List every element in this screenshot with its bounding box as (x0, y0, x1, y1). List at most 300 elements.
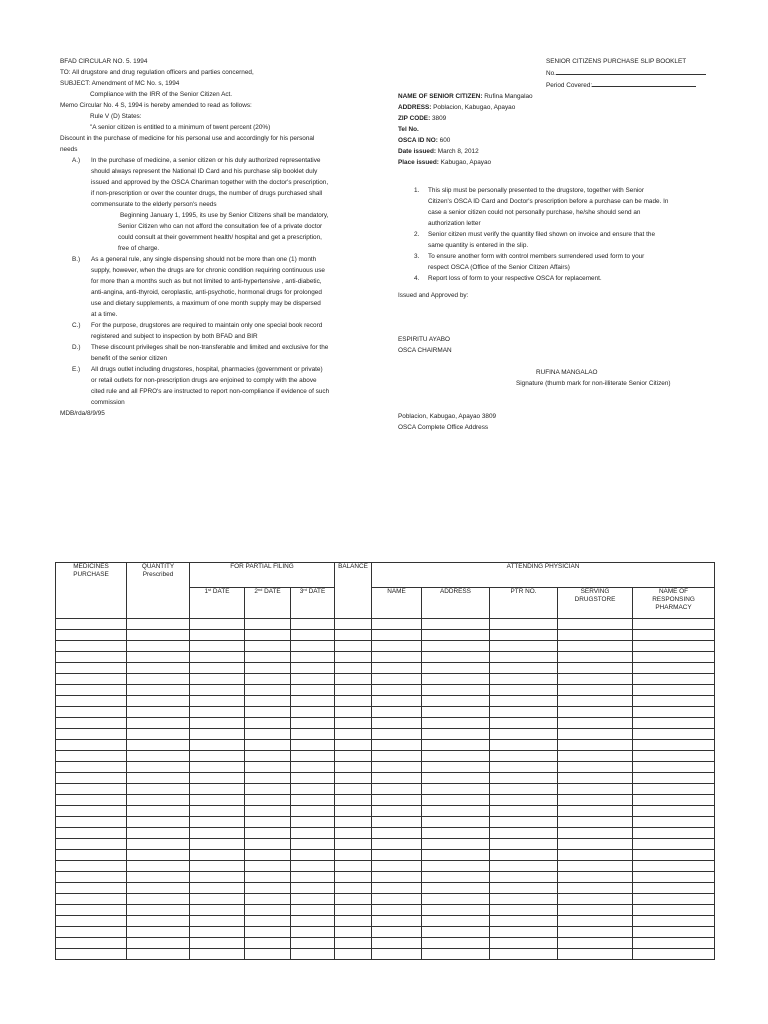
table-cell[interactable] (291, 817, 335, 828)
table-cell[interactable] (422, 883, 490, 894)
table-cell[interactable] (372, 883, 422, 894)
table-cell[interactable] (56, 927, 127, 938)
table-cell[interactable] (335, 949, 372, 960)
table-cell[interactable] (490, 949, 558, 960)
table-cell[interactable] (490, 674, 558, 685)
table-cell[interactable] (291, 949, 335, 960)
table-cell[interactable] (633, 828, 715, 839)
table-cell[interactable] (190, 828, 245, 839)
table-cell[interactable] (291, 784, 335, 795)
table-cell[interactable] (56, 619, 127, 630)
table-cell[interactable] (372, 784, 422, 795)
table-cell[interactable] (558, 938, 633, 949)
table-cell[interactable] (56, 729, 127, 740)
table-cell[interactable] (190, 927, 245, 938)
table-cell[interactable] (558, 707, 633, 718)
table-cell[interactable] (558, 784, 633, 795)
table-cell[interactable] (335, 641, 372, 652)
table-cell[interactable] (633, 740, 715, 751)
table-cell[interactable] (127, 619, 190, 630)
table-cell[interactable] (245, 641, 291, 652)
table-cell[interactable] (490, 740, 558, 751)
table-cell[interactable] (56, 938, 127, 949)
table-cell[interactable] (372, 707, 422, 718)
table-cell[interactable] (372, 839, 422, 850)
table-cell[interactable] (190, 872, 245, 883)
table-cell[interactable] (190, 718, 245, 729)
table-cell[interactable] (335, 652, 372, 663)
table-cell[interactable] (558, 652, 633, 663)
table-cell[interactable] (335, 718, 372, 729)
table-cell[interactable] (56, 861, 127, 872)
table-cell[interactable] (291, 828, 335, 839)
table-cell[interactable] (335, 740, 372, 751)
table-cell[interactable] (372, 850, 422, 861)
table-cell[interactable] (633, 630, 715, 641)
table-cell[interactable] (372, 916, 422, 927)
table-cell[interactable] (291, 795, 335, 806)
table-cell[interactable] (190, 784, 245, 795)
table-cell[interactable] (558, 927, 633, 938)
table-cell[interactable] (558, 883, 633, 894)
table-cell[interactable] (335, 894, 372, 905)
table-cell[interactable] (422, 861, 490, 872)
table-cell[interactable] (245, 828, 291, 839)
table-cell[interactable] (291, 861, 335, 872)
table-cell[interactable] (422, 619, 490, 630)
table-cell[interactable] (558, 850, 633, 861)
table-cell[interactable] (490, 751, 558, 762)
table-cell[interactable] (190, 685, 245, 696)
table-cell[interactable] (56, 795, 127, 806)
table-cell[interactable] (490, 861, 558, 872)
table-cell[interactable] (245, 916, 291, 927)
table-cell[interactable] (422, 806, 490, 817)
table-cell[interactable] (245, 674, 291, 685)
table-cell[interactable] (190, 740, 245, 751)
table-cell[interactable] (558, 905, 633, 916)
table-cell[interactable] (190, 751, 245, 762)
table-cell[interactable] (490, 707, 558, 718)
table-cell[interactable] (127, 828, 190, 839)
table-cell[interactable] (633, 751, 715, 762)
table-cell[interactable] (422, 773, 490, 784)
table-cell[interactable] (190, 630, 245, 641)
table-cell[interactable] (422, 872, 490, 883)
table-cell[interactable] (490, 828, 558, 839)
table-cell[interactable] (127, 949, 190, 960)
table-cell[interactable] (245, 795, 291, 806)
table-cell[interactable] (245, 729, 291, 740)
table-cell[interactable] (335, 905, 372, 916)
table-cell[interactable] (372, 949, 422, 960)
table-cell[interactable] (56, 883, 127, 894)
table-cell[interactable] (190, 938, 245, 949)
table-cell[interactable] (422, 795, 490, 806)
table-cell[interactable] (127, 894, 190, 905)
table-cell[interactable] (422, 784, 490, 795)
table-cell[interactable] (372, 828, 422, 839)
table-cell[interactable] (127, 663, 190, 674)
table-cell[interactable] (422, 949, 490, 960)
table-cell[interactable] (56, 762, 127, 773)
table-cell[interactable] (633, 817, 715, 828)
table-cell[interactable] (190, 883, 245, 894)
table-cell[interactable] (190, 850, 245, 861)
table-cell[interactable] (56, 916, 127, 927)
table-cell[interactable] (245, 938, 291, 949)
table-cell[interactable] (422, 685, 490, 696)
table-cell[interactable] (335, 883, 372, 894)
table-cell[interactable] (127, 652, 190, 663)
table-cell[interactable] (245, 817, 291, 828)
table-cell[interactable] (190, 806, 245, 817)
table-cell[interactable] (335, 872, 372, 883)
table-cell[interactable] (291, 663, 335, 674)
table-cell[interactable] (633, 905, 715, 916)
table-cell[interactable] (633, 949, 715, 960)
table-cell[interactable] (558, 729, 633, 740)
table-cell[interactable] (56, 839, 127, 850)
table-cell[interactable] (633, 729, 715, 740)
table-cell[interactable] (422, 663, 490, 674)
table-cell[interactable] (127, 674, 190, 685)
table-cell[interactable] (190, 652, 245, 663)
table-cell[interactable] (372, 806, 422, 817)
table-cell[interactable] (633, 663, 715, 674)
table-cell[interactable] (56, 872, 127, 883)
table-cell[interactable] (490, 806, 558, 817)
table-cell[interactable] (490, 641, 558, 652)
table-cell[interactable] (490, 696, 558, 707)
table-cell[interactable] (335, 707, 372, 718)
table-cell[interactable] (190, 839, 245, 850)
table-cell[interactable] (558, 828, 633, 839)
table-cell[interactable] (490, 663, 558, 674)
table-cell[interactable] (372, 938, 422, 949)
table-cell[interactable] (291, 905, 335, 916)
table-cell[interactable] (490, 784, 558, 795)
no-field[interactable] (556, 67, 706, 75)
table-cell[interactable] (335, 630, 372, 641)
table-cell[interactable] (56, 696, 127, 707)
table-cell[interactable] (490, 619, 558, 630)
table-cell[interactable] (422, 927, 490, 938)
table-cell[interactable] (558, 751, 633, 762)
table-cell[interactable] (490, 795, 558, 806)
table-cell[interactable] (633, 795, 715, 806)
table-cell[interactable] (56, 663, 127, 674)
table-cell[interactable] (558, 916, 633, 927)
table-cell[interactable] (127, 762, 190, 773)
table-cell[interactable] (372, 685, 422, 696)
table-cell[interactable] (372, 817, 422, 828)
table-cell[interactable] (291, 674, 335, 685)
table-cell[interactable] (633, 927, 715, 938)
table-cell[interactable] (291, 751, 335, 762)
table-cell[interactable] (490, 938, 558, 949)
table-cell[interactable] (291, 850, 335, 861)
table-cell[interactable] (127, 718, 190, 729)
table-cell[interactable] (291, 619, 335, 630)
table-cell[interactable] (633, 762, 715, 773)
table-cell[interactable] (291, 773, 335, 784)
table-cell[interactable] (422, 652, 490, 663)
table-cell[interactable] (245, 707, 291, 718)
table-cell[interactable] (633, 839, 715, 850)
table-cell[interactable] (335, 762, 372, 773)
table-cell[interactable] (127, 817, 190, 828)
table-cell[interactable] (633, 938, 715, 949)
table-cell[interactable] (633, 872, 715, 883)
table-cell[interactable] (291, 696, 335, 707)
table-cell[interactable] (127, 872, 190, 883)
table-cell[interactable] (372, 894, 422, 905)
table-cell[interactable] (245, 861, 291, 872)
table-cell[interactable] (490, 773, 558, 784)
table-cell[interactable] (558, 740, 633, 751)
table-cell[interactable] (127, 883, 190, 894)
table-cell[interactable] (245, 784, 291, 795)
table-cell[interactable] (291, 718, 335, 729)
table-cell[interactable] (633, 784, 715, 795)
table-cell[interactable] (190, 817, 245, 828)
table-cell[interactable] (56, 905, 127, 916)
table-cell[interactable] (558, 718, 633, 729)
table-cell[interactable] (372, 927, 422, 938)
table-cell[interactable] (558, 861, 633, 872)
table-cell[interactable] (422, 894, 490, 905)
table-cell[interactable] (190, 696, 245, 707)
table-cell[interactable] (245, 806, 291, 817)
table-cell[interactable] (558, 806, 633, 817)
table-cell[interactable] (56, 828, 127, 839)
table-cell[interactable] (190, 619, 245, 630)
table-cell[interactable] (127, 784, 190, 795)
table-cell[interactable] (633, 861, 715, 872)
table-cell[interactable] (558, 949, 633, 960)
table-cell[interactable] (422, 762, 490, 773)
table-cell[interactable] (558, 817, 633, 828)
table-cell[interactable] (245, 839, 291, 850)
table-cell[interactable] (245, 663, 291, 674)
table-cell[interactable] (372, 630, 422, 641)
table-cell[interactable] (127, 927, 190, 938)
table-cell[interactable] (56, 740, 127, 751)
table-cell[interactable] (633, 652, 715, 663)
table-cell[interactable] (245, 773, 291, 784)
table-cell[interactable] (335, 927, 372, 938)
table-cell[interactable] (490, 729, 558, 740)
table-cell[interactable] (245, 905, 291, 916)
table-cell[interactable] (335, 795, 372, 806)
table-cell[interactable] (245, 740, 291, 751)
table-cell[interactable] (291, 652, 335, 663)
table-cell[interactable] (56, 685, 127, 696)
table-cell[interactable] (558, 663, 633, 674)
table-cell[interactable] (291, 883, 335, 894)
table-cell[interactable] (245, 751, 291, 762)
table-cell[interactable] (422, 729, 490, 740)
table-cell[interactable] (190, 949, 245, 960)
table-cell[interactable] (56, 707, 127, 718)
table-cell[interactable] (490, 839, 558, 850)
table-cell[interactable] (56, 641, 127, 652)
table-cell[interactable] (422, 751, 490, 762)
table-cell[interactable] (291, 916, 335, 927)
table-cell[interactable] (127, 751, 190, 762)
table-cell[interactable] (633, 773, 715, 784)
table-cell[interactable] (335, 817, 372, 828)
table-cell[interactable] (372, 773, 422, 784)
table-cell[interactable] (190, 905, 245, 916)
table-cell[interactable] (372, 619, 422, 630)
table-cell[interactable] (335, 850, 372, 861)
period-field[interactable] (592, 79, 696, 87)
table-cell[interactable] (335, 773, 372, 784)
table-cell[interactable] (490, 718, 558, 729)
table-cell[interactable] (558, 762, 633, 773)
table-cell[interactable] (372, 751, 422, 762)
table-cell[interactable] (633, 696, 715, 707)
table-cell[interactable] (422, 718, 490, 729)
table-cell[interactable] (633, 894, 715, 905)
table-cell[interactable] (490, 883, 558, 894)
table-cell[interactable] (633, 850, 715, 861)
table-cell[interactable] (245, 652, 291, 663)
table-cell[interactable] (633, 916, 715, 927)
table-cell[interactable] (127, 773, 190, 784)
table-cell[interactable] (56, 806, 127, 817)
table-cell[interactable] (422, 674, 490, 685)
table-cell[interactable] (245, 718, 291, 729)
table-cell[interactable] (190, 795, 245, 806)
table-cell[interactable] (335, 751, 372, 762)
table-cell[interactable] (558, 894, 633, 905)
table-cell[interactable] (127, 685, 190, 696)
table-cell[interactable] (422, 938, 490, 949)
table-cell[interactable] (372, 861, 422, 872)
table-cell[interactable] (558, 773, 633, 784)
table-cell[interactable] (372, 663, 422, 674)
table-cell[interactable] (633, 806, 715, 817)
table-cell[interactable] (291, 762, 335, 773)
table-cell[interactable] (490, 872, 558, 883)
table-cell[interactable] (127, 729, 190, 740)
table-cell[interactable] (633, 641, 715, 652)
table-cell[interactable] (56, 894, 127, 905)
table-cell[interactable] (490, 916, 558, 927)
table-cell[interactable] (490, 905, 558, 916)
table-cell[interactable] (245, 630, 291, 641)
table-cell[interactable] (127, 861, 190, 872)
table-cell[interactable] (372, 729, 422, 740)
table-cell[interactable] (245, 872, 291, 883)
table-cell[interactable] (245, 927, 291, 938)
table-cell[interactable] (190, 641, 245, 652)
table-cell[interactable] (291, 839, 335, 850)
table-cell[interactable] (127, 696, 190, 707)
table-cell[interactable] (335, 685, 372, 696)
table-cell[interactable] (335, 806, 372, 817)
table-cell[interactable] (56, 674, 127, 685)
table-cell[interactable] (291, 707, 335, 718)
table-cell[interactable] (422, 630, 490, 641)
table-cell[interactable] (190, 707, 245, 718)
table-cell[interactable] (633, 619, 715, 630)
table-cell[interactable] (56, 784, 127, 795)
table-cell[interactable] (335, 784, 372, 795)
table-cell[interactable] (490, 927, 558, 938)
table-cell[interactable] (56, 773, 127, 784)
table-cell[interactable] (127, 938, 190, 949)
table-cell[interactable] (190, 729, 245, 740)
table-cell[interactable] (490, 685, 558, 696)
table-cell[interactable] (245, 894, 291, 905)
table-cell[interactable] (422, 740, 490, 751)
table-cell[interactable] (490, 817, 558, 828)
table-cell[interactable] (422, 817, 490, 828)
table-cell[interactable] (372, 718, 422, 729)
table-cell[interactable] (633, 674, 715, 685)
table-cell[interactable] (245, 883, 291, 894)
table-cell[interactable] (190, 916, 245, 927)
table-cell[interactable] (422, 641, 490, 652)
table-cell[interactable] (633, 883, 715, 894)
table-cell[interactable] (291, 894, 335, 905)
table-cell[interactable] (558, 872, 633, 883)
table-cell[interactable] (127, 839, 190, 850)
table-cell[interactable] (372, 652, 422, 663)
table-cell[interactable] (372, 795, 422, 806)
table-cell[interactable] (372, 872, 422, 883)
table-cell[interactable] (245, 685, 291, 696)
table-cell[interactable] (422, 696, 490, 707)
table-cell[interactable] (291, 872, 335, 883)
table-cell[interactable] (558, 839, 633, 850)
table-cell[interactable] (291, 938, 335, 949)
table-cell[interactable] (422, 916, 490, 927)
table-cell[interactable] (291, 927, 335, 938)
table-cell[interactable] (56, 751, 127, 762)
table-cell[interactable] (372, 905, 422, 916)
table-cell[interactable] (490, 630, 558, 641)
table-cell[interactable] (422, 828, 490, 839)
table-cell[interactable] (335, 861, 372, 872)
table-cell[interactable] (56, 630, 127, 641)
table-cell[interactable] (335, 828, 372, 839)
table-cell[interactable] (56, 850, 127, 861)
table-cell[interactable] (422, 850, 490, 861)
table-cell[interactable] (56, 949, 127, 960)
table-cell[interactable] (245, 850, 291, 861)
table-cell[interactable] (422, 839, 490, 850)
table-cell[interactable] (190, 663, 245, 674)
table-cell[interactable] (56, 652, 127, 663)
table-cell[interactable] (422, 707, 490, 718)
table-cell[interactable] (335, 729, 372, 740)
table-cell[interactable] (56, 718, 127, 729)
table-cell[interactable] (558, 619, 633, 630)
table-cell[interactable] (558, 685, 633, 696)
table-cell[interactable] (127, 806, 190, 817)
table-cell[interactable] (490, 894, 558, 905)
table-cell[interactable] (127, 850, 190, 861)
table-cell[interactable] (127, 641, 190, 652)
table-cell[interactable] (372, 674, 422, 685)
table-cell[interactable] (372, 762, 422, 773)
table-cell[interactable] (422, 905, 490, 916)
